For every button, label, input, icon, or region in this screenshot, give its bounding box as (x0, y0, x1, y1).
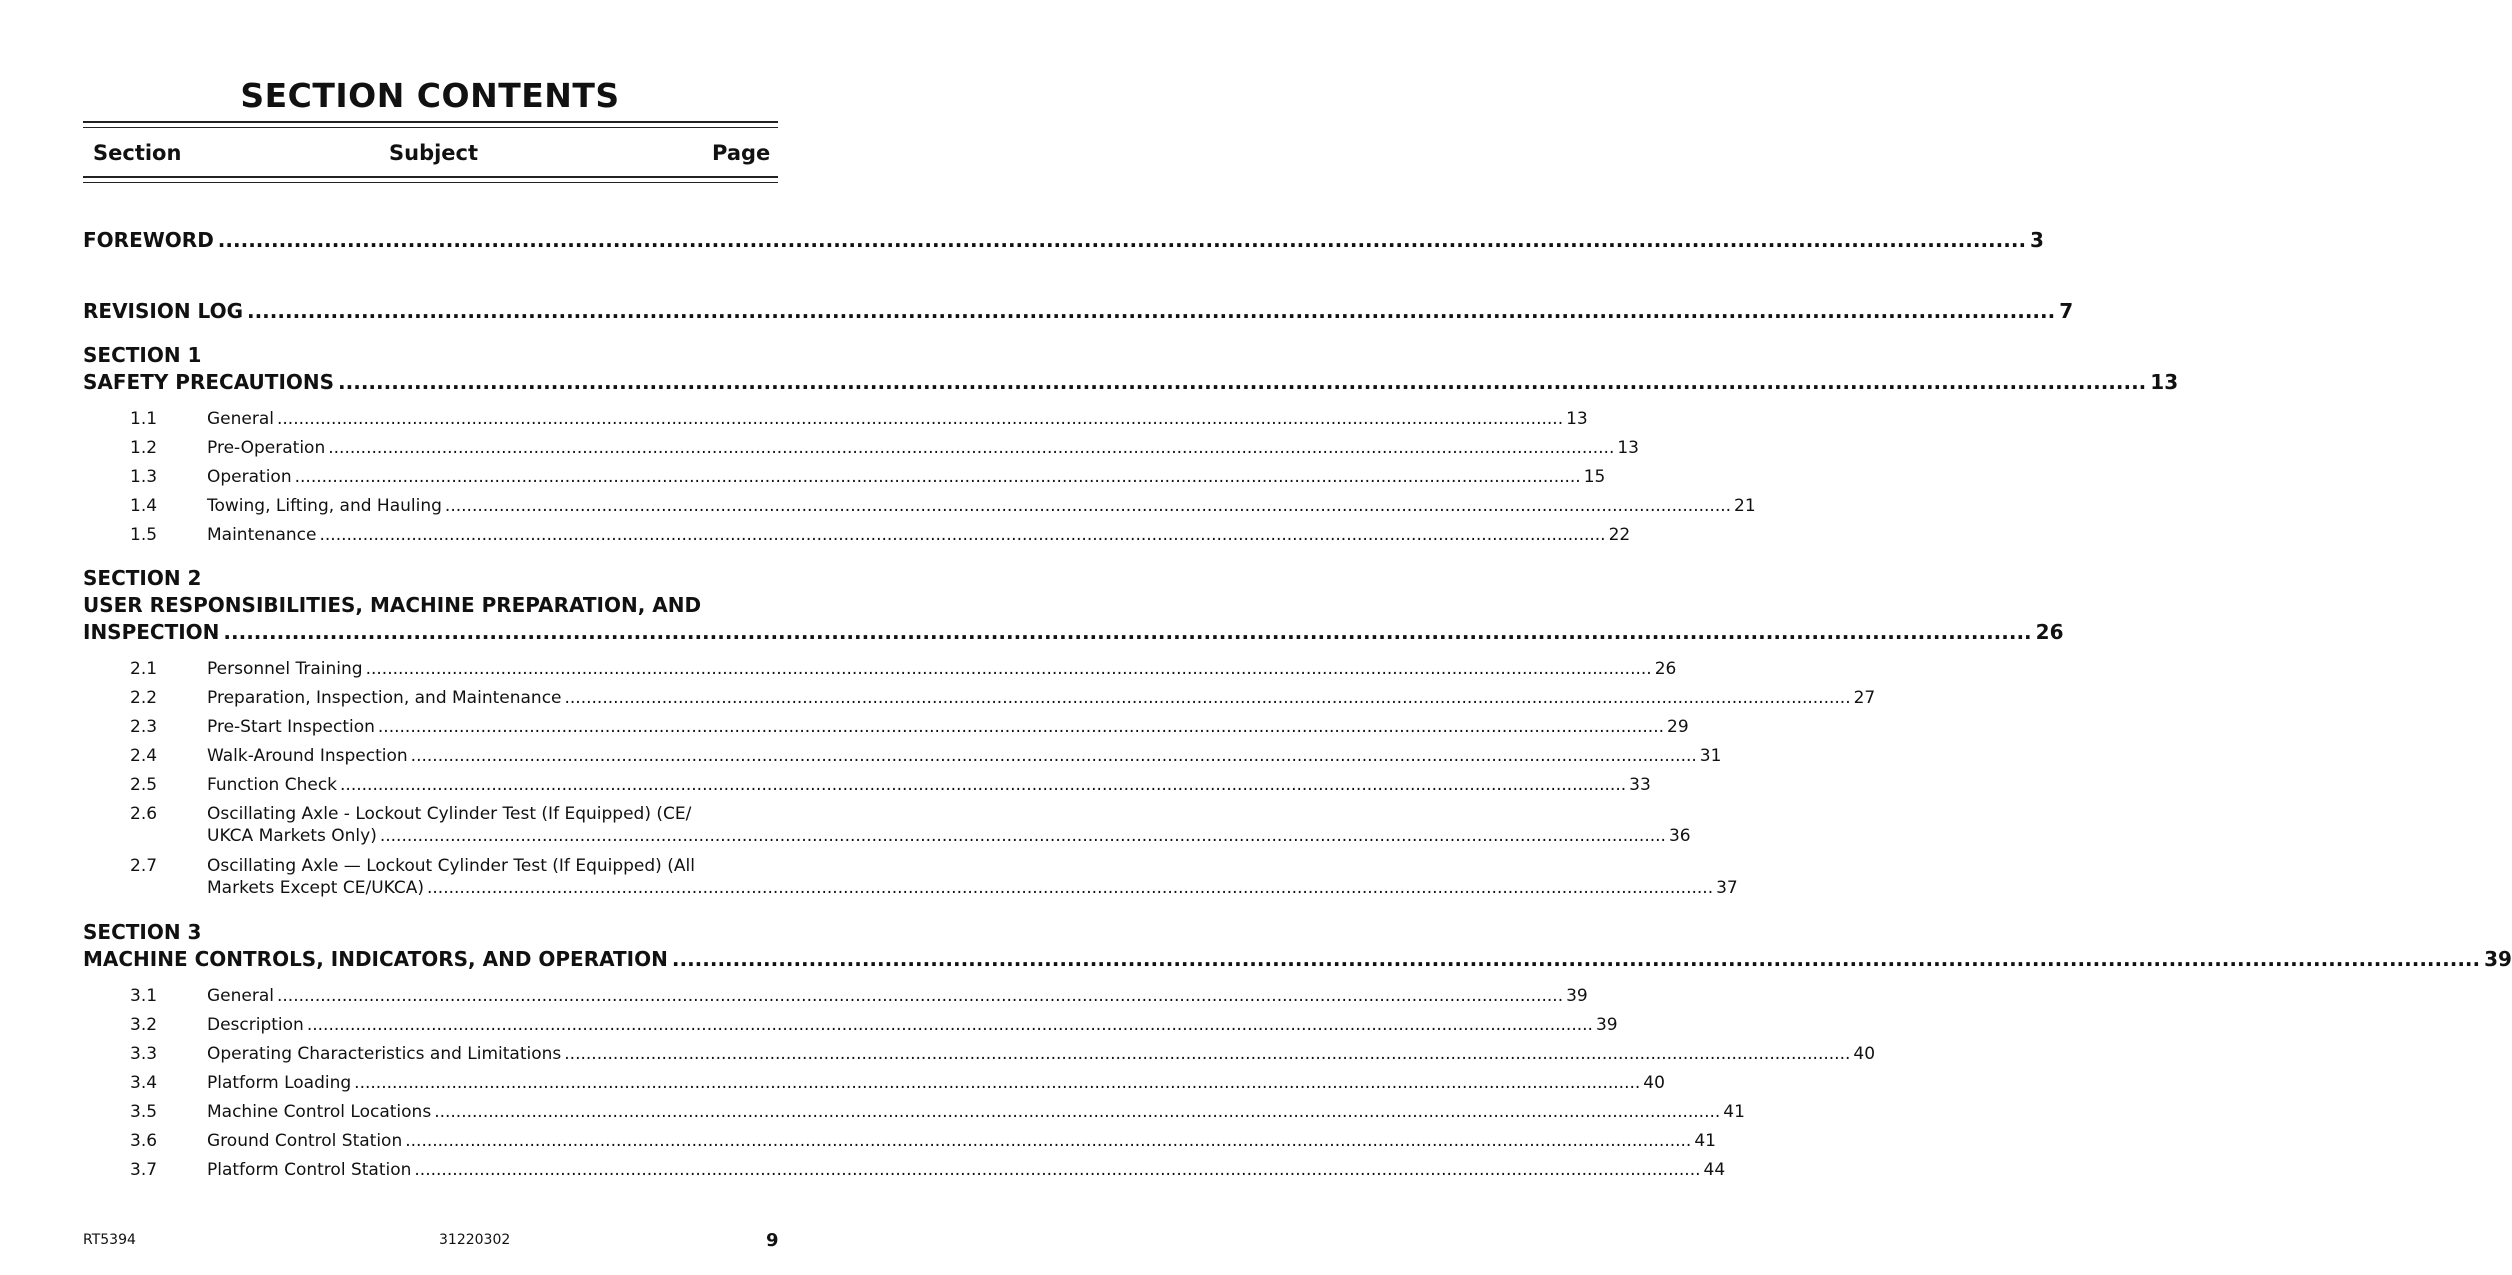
leader-dots (307, 1015, 1593, 1035)
footer-document-number: 31220302 (439, 1232, 511, 1248)
subentry-page: 40 (1853, 1044, 1876, 1064)
leader-dots (218, 228, 2026, 252)
toc-subentry[interactable] (130, 659, 1677, 679)
subentry-text: UKCA Markets Only) (207, 826, 377, 846)
subentry-text: Operating Characteristics and Limitations (207, 1044, 562, 1064)
section-heading: SECTION 1 (83, 343, 202, 367)
toc-subentry[interactable] (130, 525, 1631, 545)
header-rule-bottom (83, 176, 778, 183)
leader-dots (380, 826, 1666, 846)
subentry-number: 3.4 (130, 1073, 158, 1093)
toc-subentry[interactable] (130, 717, 1689, 737)
subentry-number: 2.4 (130, 746, 158, 766)
leader-dots (414, 1160, 1700, 1180)
toc-subentry[interactable] (130, 1102, 1745, 1122)
toc-subentry[interactable] (130, 1073, 1665, 1093)
toc-entry-text: MACHINE CONTROLS, INDICATORS, AND OPERATION (83, 947, 668, 971)
footer-model-number: RT5394 (83, 1232, 136, 1248)
subentry-page: 33 (1629, 775, 1651, 795)
subentry-text: Maintenance (207, 525, 317, 545)
subentry-text: General (207, 986, 274, 1006)
leader-dots (565, 688, 1851, 708)
subentry-text: General (207, 409, 274, 429)
toc-subentry[interactable] (130, 856, 1738, 898)
subentry-text: Function Check (207, 775, 338, 795)
leader-dots (445, 496, 1731, 516)
page-title: SECTION CONTENTS (240, 76, 620, 115)
subentry-page: 26 (1654, 659, 1677, 679)
leader-dots (366, 659, 1652, 679)
subentry-page: 37 (1716, 878, 1738, 898)
section-heading: SECTION 2 (83, 566, 202, 590)
toc-subentry[interactable] (130, 746, 1722, 766)
toc-subentry[interactable] (130, 986, 1588, 1006)
subentry-text: Platform Loading (207, 1073, 352, 1093)
leader-dots (319, 525, 1605, 545)
subentry-number: 3.5 (130, 1102, 158, 1122)
subentry-text: Operation (207, 467, 292, 487)
subentry-page: 44 (1703, 1160, 1726, 1180)
subentry-number: 1.1 (130, 409, 158, 429)
leader-dots (427, 878, 1713, 898)
toc-entry-text: SAFETY PRECAUTIONS (83, 370, 335, 394)
subentry-page: 36 (1668, 826, 1691, 846)
toc-subentry[interactable] (130, 1160, 1726, 1180)
subentry-number: 2.2 (130, 688, 158, 708)
leader-dots (338, 370, 2146, 394)
leader-dots (354, 1073, 1640, 1093)
subentry-page: 15 (1583, 467, 1606, 487)
toc-subentry[interactable] (130, 496, 1756, 516)
toc-entry-revision-log[interactable] (83, 299, 2074, 323)
toc-entry-page: 7 (2059, 299, 2074, 323)
toc-subentry[interactable] (130, 467, 1606, 487)
subentry-text: Pre-Start Inspection (207, 717, 375, 737)
subentry-text: Markets Except CE/UKCA) (207, 878, 424, 898)
leader-dots (328, 438, 1614, 458)
subentry-text: Towing, Lifting, and Hauling (207, 496, 442, 516)
toc-subentry[interactable] (130, 1044, 1876, 1064)
subentry-page: 31 (1699, 746, 1722, 766)
leader-dots (295, 467, 1581, 487)
subentry-page: 40 (1643, 1073, 1665, 1093)
leader-dots (434, 1102, 1720, 1122)
toc-subentry[interactable] (130, 409, 1588, 429)
toc-entry-page: 26 (2035, 620, 2064, 644)
toc-subentry[interactable] (130, 775, 1651, 795)
subentry-text: Preparation, Inspection, and Maintenance (207, 688, 562, 708)
toc-entry-section-title[interactable] (83, 370, 2179, 394)
leader-dots (411, 746, 1697, 766)
subentry-page: 21 (1734, 496, 1756, 516)
subentry-text: Pre-Operation (207, 438, 326, 458)
leader-dots (405, 1131, 1691, 1151)
subentry-number: 3.7 (130, 1160, 158, 1180)
subentry-number: 1.2 (130, 438, 158, 458)
subentry-text: Platform Control Station (207, 1160, 412, 1180)
subentry-page: 39 (1595, 1015, 1618, 1035)
subentry-number: 3.1 (130, 986, 158, 1006)
toc-subentry[interactable] (130, 804, 1691, 846)
toc-subentry[interactable] (130, 1015, 1618, 1035)
leader-dots (277, 409, 1563, 429)
toc-subentry[interactable] (130, 688, 1876, 708)
subentry-page: 22 (1608, 525, 1631, 545)
toc-entry-section-title[interactable] (83, 620, 2064, 644)
toc-subentry[interactable] (130, 1131, 1716, 1151)
toc-entry-section-title[interactable] (83, 947, 2512, 971)
column-header-subject: Subject (389, 141, 479, 165)
subentry-number: 1.3 (130, 467, 158, 487)
subentry-number: 2.3 (130, 717, 158, 737)
leader-dots (564, 1044, 1850, 1064)
column-header-page: Page (712, 141, 771, 165)
subentry-number: 2.1 (130, 659, 158, 679)
section-title-line: USER RESPONSIBILITIES, MACHINE PREPARATION, AND (83, 593, 702, 617)
subentry-text: Oscillating Axle — Lockout Cylinder Test (If Equipped) (All (207, 856, 695, 876)
leader-dots (223, 620, 2031, 644)
subentry-number: 3.2 (130, 1015, 158, 1035)
leader-dots (672, 947, 2480, 971)
subentry-number: 3.6 (130, 1131, 158, 1151)
subentry-page: 41 (1723, 1102, 1745, 1122)
subentry-number: 2.7 (130, 856, 158, 876)
toc-entry-text: REVISION LOG (83, 299, 243, 323)
subentry-text: Oscillating Axle - Lockout Cylinder Test (If Equipped) (CE/ (207, 804, 692, 824)
subentry-text: Walk-Around Inspection (207, 746, 408, 766)
section-heading: SECTION 3 (83, 920, 202, 944)
toc-entry-page: 3 (2030, 228, 2044, 252)
subentry-page: 41 (1694, 1131, 1716, 1151)
subentry-text: Machine Control Locations (207, 1102, 432, 1122)
toc-entry-page: 13 (2150, 370, 2179, 394)
subentry-text: Description (207, 1015, 304, 1035)
subentry-page: 13 (1617, 438, 1639, 458)
leader-dots (378, 717, 1664, 737)
toc-entry-foreword[interactable] (83, 228, 2044, 252)
subentry-page: 39 (1566, 986, 1588, 1006)
subentry-number: 1.5 (130, 525, 158, 545)
subentry-number: 1.4 (130, 496, 158, 516)
subentry-number: 2.5 (130, 775, 158, 795)
subentry-number: 2.6 (130, 804, 158, 824)
leader-dots (340, 775, 1626, 795)
column-header-section: Section (93, 141, 182, 165)
toc-subentry[interactable] (130, 438, 1639, 458)
subentry-page: 27 (1853, 688, 1876, 708)
subentry-page: 13 (1566, 409, 1588, 429)
header-rule-top (83, 121, 778, 128)
subentry-number: 3.3 (130, 1044, 158, 1064)
toc-entry-page: 39 (2484, 947, 2512, 971)
toc-entry-text: INSPECTION (83, 620, 220, 644)
leader-dots (247, 299, 2055, 323)
leader-dots (277, 986, 1563, 1006)
subentry-text: Personnel Training (207, 659, 363, 679)
subentry-text: Ground Control Station (207, 1131, 403, 1151)
toc-entry-text: FOREWORD (83, 228, 214, 252)
footer-page-number: 9 (766, 1230, 779, 1251)
subentry-page: 29 (1667, 717, 1689, 737)
